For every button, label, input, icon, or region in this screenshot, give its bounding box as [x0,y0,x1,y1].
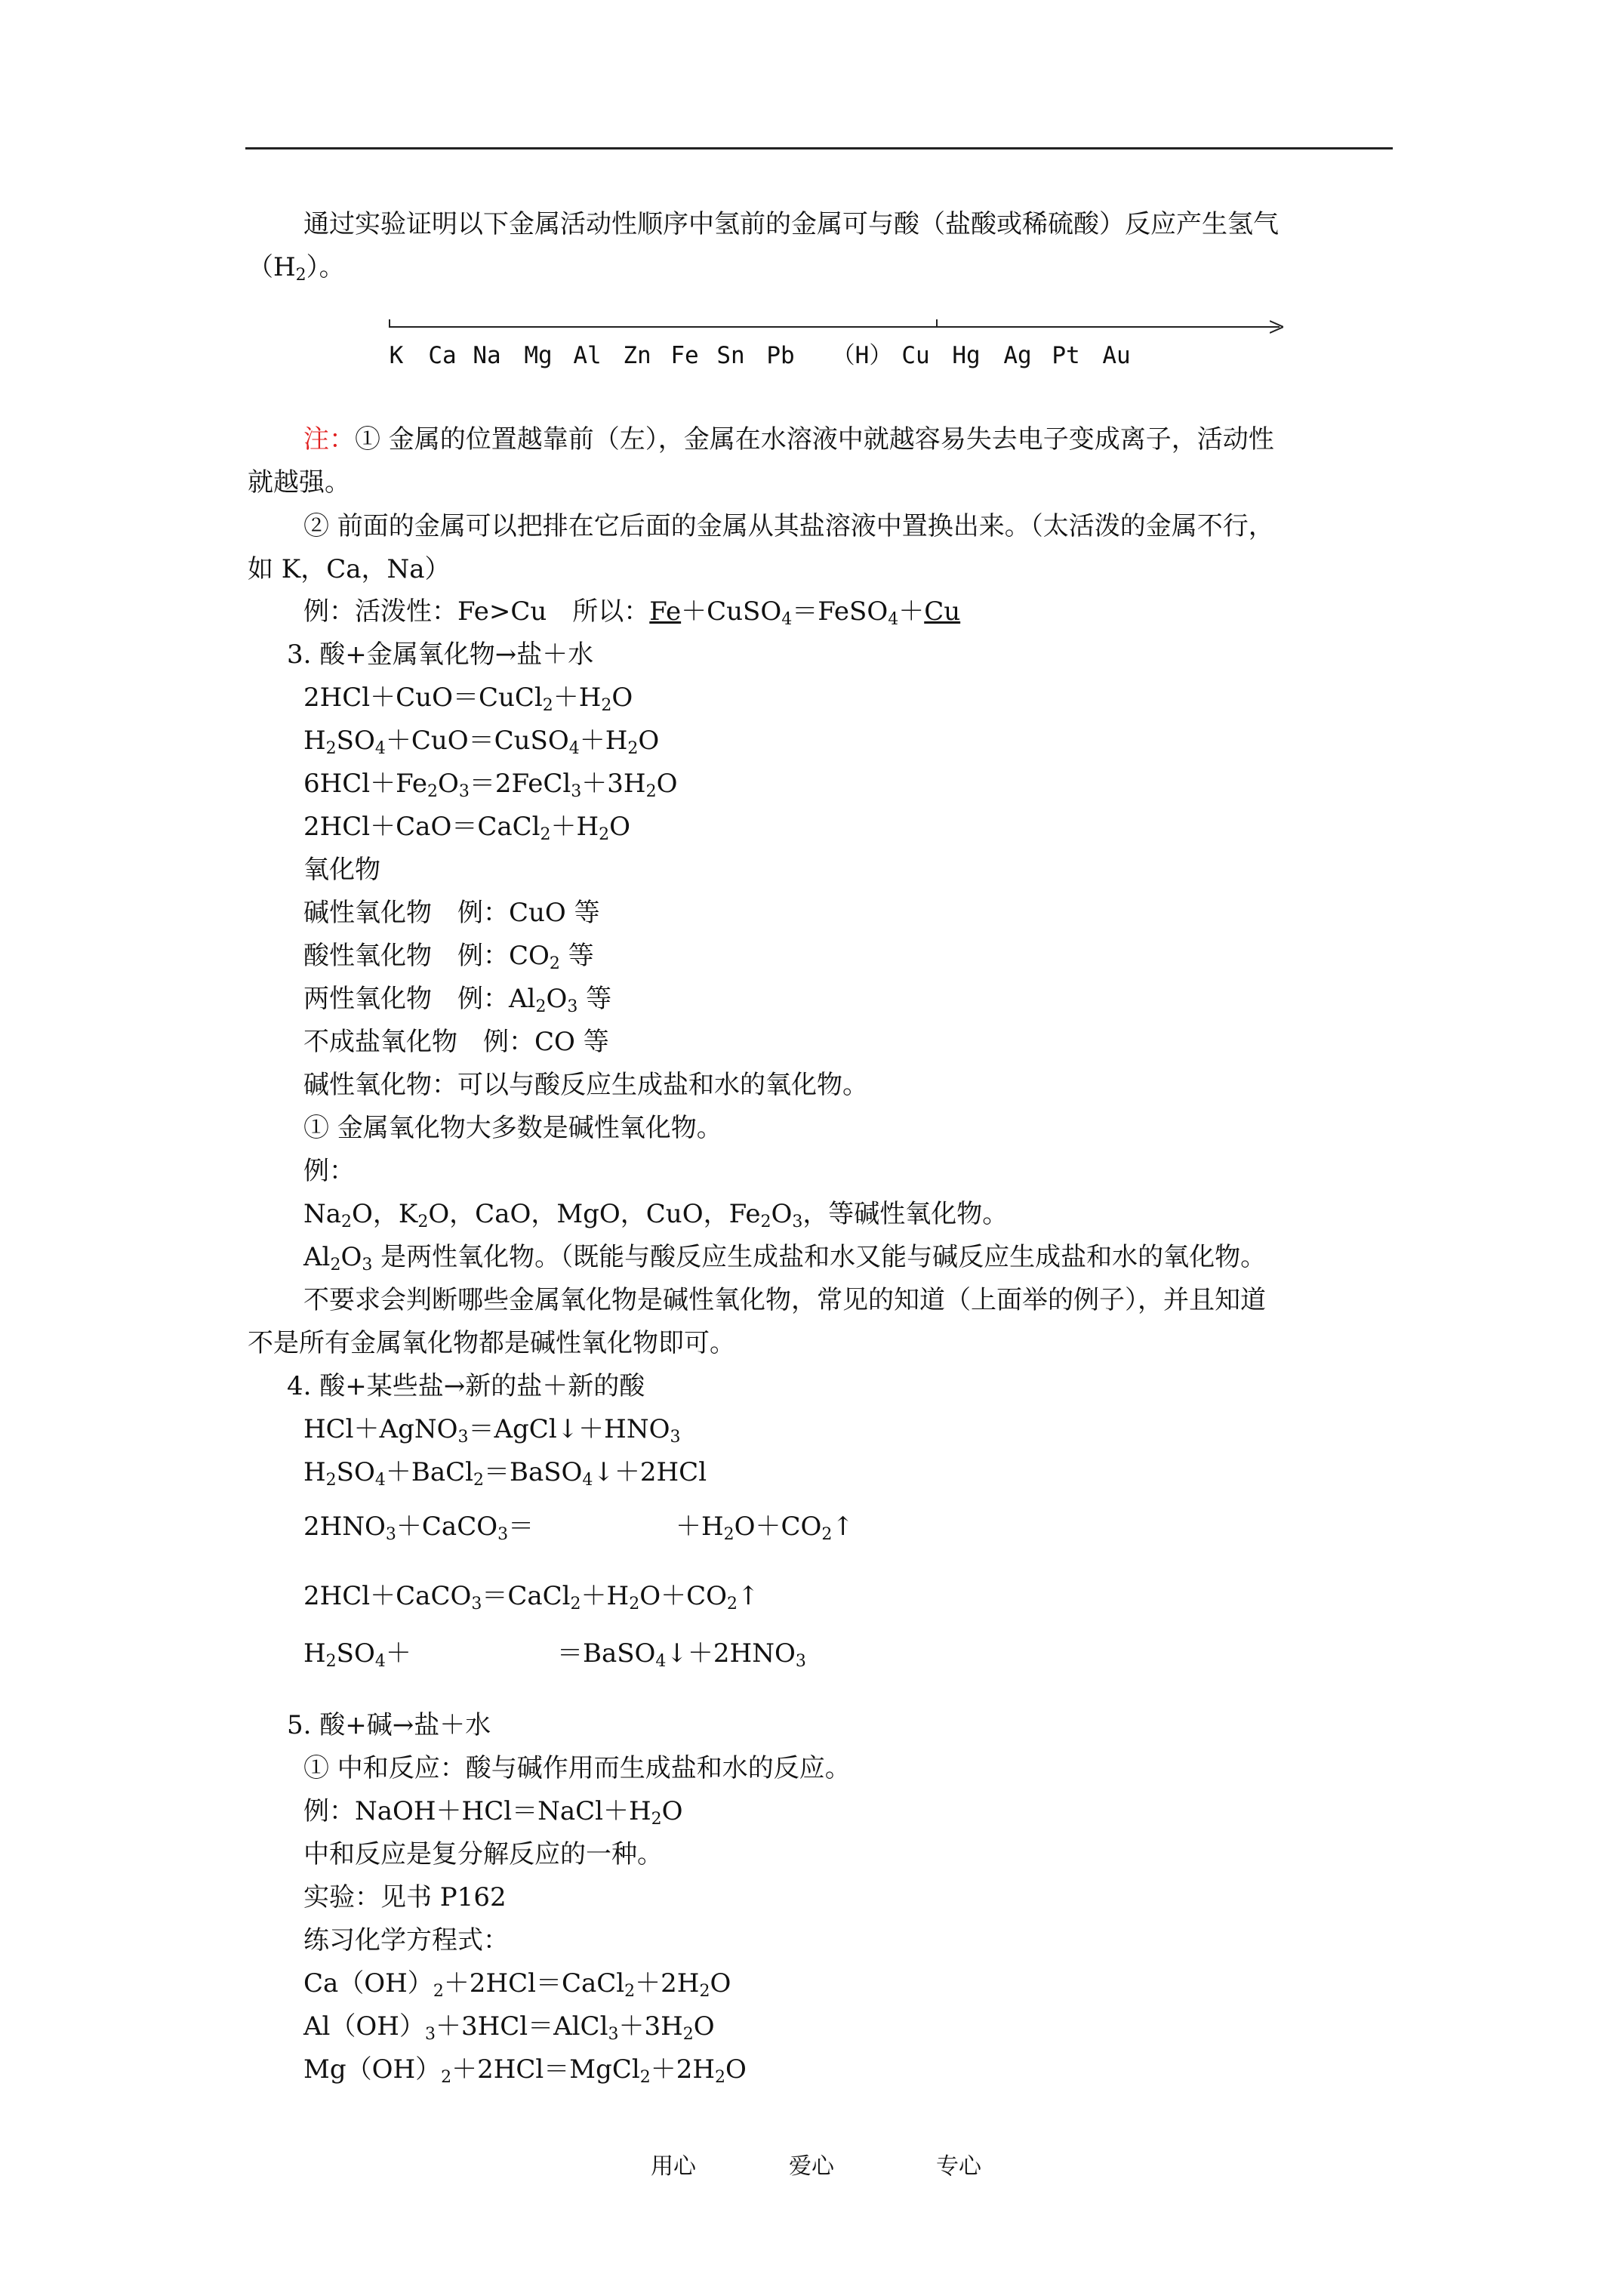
formula-text: O＋CO [639,1581,727,1611]
formula-text: O，K [352,1199,418,1229]
footer-text-3: 专心 [936,2153,981,2180]
subscript: 3 [670,1428,681,1447]
section3-remark-2: 不是所有金属氧化物都是碱性氧化物即可。 [248,1328,735,1358]
section3-example-label: 例： [303,1156,355,1186]
subscript: 2 [535,997,547,1016]
series-element-label: Na [473,342,501,369]
intro-line-2: $(H_2)$。 [248,252,345,285]
basic-oxide-definition: 碱性氧化物：可以与酸反应生成盐和水的氧化物。 [303,1070,868,1100]
formula-text: O [611,683,633,713]
oxide-title: 氧化物 [303,855,380,885]
formula-text: 两性氧化物 例：Al [303,984,536,1014]
formula-text: O，CaO，MgO，CuO，Fe [428,1199,761,1229]
series-element-label: Ag [1003,342,1032,369]
formula-text: 2HCl＋CaO＝CaCl [303,812,540,842]
formula-text: ＋3HCl＝AlCl [435,2011,608,2042]
subscript: 2 [601,696,612,715]
series-element-label: Au [1102,342,1131,369]
section4-eq-1 [303,1413,680,1446]
section4-eq-4 [303,1579,759,1613]
section5-eq-2 [303,2010,715,2043]
subscript: 2 [441,2068,452,2087]
section5-note: 中和反应是复分解反应的一种。 [303,1839,663,1869]
formula-text: ＋3H [618,2011,683,2042]
subscript: 2 [325,1652,337,1671]
formula-text: 6HCl＋Fe [303,769,428,799]
formula-text: ＋CaCO [396,1512,498,1542]
subscript: 2 [549,954,560,973]
section4-heading: 4. 酸+某些盐→新的盐＋新的酸 [287,1371,645,1401]
formula-text: O [693,2011,715,2042]
formula-text: 2HCl＋CaCO [303,1581,472,1611]
formula-text: ＋H [579,726,628,756]
subscript: 2 [570,1595,581,1613]
formula-text: ＝BaSO [483,1457,583,1487]
subscript: 2 [699,1982,710,2001]
formula-text: 2HCl＋CuO＝CuCl [303,683,543,713]
formula-text: SO [336,1638,375,1669]
subscript: 4 [655,1652,667,1671]
subscript: 2 [417,1213,429,1231]
formula-text: 2HNO [303,1512,386,1542]
formula-text: ↓＋2HCl [593,1457,707,1487]
subscript: 2 [427,782,439,801]
formula-text: O [340,1242,362,1272]
formula-text: ＋H [553,683,602,713]
oxide-neutral: 不成盐氧化物 例：CO 等 [303,1027,609,1057]
formula-text: ＝BaSO [557,1638,656,1669]
axis-line [389,326,1280,328]
series-element-label: Hg [952,342,981,369]
subscript: 2 [629,1595,640,1613]
series-element-label: Pb [766,342,795,369]
subscript: 3 [458,782,470,801]
series-element-label: Sn [716,342,745,369]
section3-eq-4 [303,810,630,843]
axis-tick-start [389,319,390,327]
formula-text: ＋H [550,812,599,842]
subscript: 2 [821,1525,833,1544]
formula-text: O [771,1199,793,1229]
subscript: 3 [471,1595,482,1613]
note-point-1-cont: 就越强。 [248,467,350,498]
subscript: 4 [374,1652,386,1671]
oxide-basic: 碱性氧化物 例：CuO 等 [303,898,600,928]
subscript: 2 [325,739,337,758]
formula-text: ，等碱性氧化物。 [802,1199,1009,1229]
subscript: 3 [424,2025,436,2044]
formula-text: ＝AgCl↓＋HNO [468,1414,670,1444]
section3-al2o3 [303,1240,1266,1274]
formula-text: SO [336,1457,375,1487]
section5-eq-1 [303,1967,731,2000]
formula-text: ＋BaCl [385,1457,473,1487]
subscript: 3 [567,997,578,1016]
series-element-label: （H） [831,342,893,369]
formula-text: ＋ [385,1638,411,1669]
formula-text: H [303,726,326,756]
header-rule [245,147,1393,149]
series-element-label: Zn [623,342,651,369]
formula-text: O [661,1796,683,1826]
subscript: 2 [639,2068,651,2087]
series-element-label: Cu [901,342,930,369]
series-element-label: Pt [1052,342,1080,369]
intro-line-1: 通过实验证明以下金属活动性顺序中氢前的金属可与酸（盐酸或稀硫酸）反应产生氢气 [303,209,1279,239]
subscript: 2 [760,1213,771,1231]
note-point-1: 注：① 金属的位置越靠前（左），金属在水溶液中就越容易失去电子变成离子，活动性 [303,424,1274,455]
formula-text: Mg（OH） [303,2054,442,2085]
subscript: 2 [433,1982,444,2001]
subscript: 2 [651,1810,662,1829]
subscript: 2 [682,2025,694,2044]
formula-text: Ca（OH） [303,1968,433,1999]
section4-eq-3-right [676,1510,854,1543]
formula-text: O [609,812,631,842]
section4-eq-5-right [557,1637,806,1670]
subscript: 2 [330,1256,341,1274]
subscript: 3 [792,1213,803,1231]
formula-text: ＋2H [650,2054,716,2085]
formula-text: O [710,1968,731,1999]
formula-text: O [725,2054,747,2085]
section3-remark-1: 不要求会判断哪些金属氧化物是碱性氧化物，常见的知道（上面举的例子），并且知道 [303,1285,1266,1315]
formula-text: ＋H [676,1512,724,1542]
formula-text: ↑ [832,1512,854,1542]
note-example: 例：活泼性：Fe>Cu 所以：Fe＋CuSO$_4$＝FeSO$_4$＋Cu [303,596,961,629]
subscript: 2 [715,2068,726,2087]
note-point-2: ② 前面的金属可以把排在它后面的金属从其盐溶液中置换出来。（太活泼的金属不行， [303,511,1274,541]
section3-eq-2 [303,724,659,757]
oxide-amphoteric [303,982,611,1015]
subscript: 2 [341,1213,353,1231]
subscript: 3 [497,1525,509,1544]
subscript: 3 [795,1652,806,1671]
section5-practice: 练习化学方程式： [303,1925,509,1955]
note-label: 注： [303,424,355,455]
formula-text: ＋2HCl＝MgCl [451,2054,640,2085]
subscript: 4 [568,739,580,758]
formula-text: 等 [559,941,594,971]
note-point-2-cont: 如 K，Ca，Na） [248,554,451,584]
formula-text: Al（OH） [303,2011,425,2042]
subscript: 2 [540,825,551,844]
subscript: 3 [385,1525,396,1544]
oxide-acidic [303,939,594,972]
formula-text: ＋CuO＝CuSO [385,726,569,756]
formula-text: HCl＋AgNO [303,1414,458,1444]
subscript: 2 [726,1595,738,1613]
section3-eq-3 [303,767,677,800]
formula-text: O [438,769,459,799]
section5-eq-3 [303,2053,747,2086]
formula-text: ＋H [581,1581,630,1611]
section5-experiment: 实验：见书 P162 [303,1882,507,1912]
subscript: 2 [723,1525,735,1544]
subscript: 4 [374,739,386,758]
formula-text: ↓＋2HNO [666,1638,796,1669]
section4-eq-3-left [303,1510,534,1543]
subscript: 3 [362,1256,373,1274]
section3-point-1: ① 金属氧化物大多数是碱性氧化物。 [303,1113,722,1143]
footer-text-2: 爱心 [789,2153,834,2180]
axis-tick-hydrogen [936,319,938,327]
subscript: 2 [542,696,553,715]
subscript: 4 [374,1471,386,1490]
formula-text: 酸性氧化物 例：CO [303,941,550,971]
formula-text: O＋CO [734,1512,822,1542]
formula-text: SO [336,726,375,756]
section3-example-list [303,1197,1008,1231]
subscript: 2 [627,739,639,758]
subscript: 3 [608,2025,619,2044]
subscript: 2 [624,1982,636,2001]
subscript: 2 [473,1471,484,1490]
section3-eq-1 [303,681,633,714]
series-element-label: Al [573,342,602,369]
subscript: 2 [599,825,610,844]
formula-text: 是两性氧化物。（既能与酸反应生成盐和水又能与碱反应生成盐和水的氧化物。 [372,1242,1267,1272]
series-element-label: Ca [428,342,457,369]
formula-text: 例：NaOH＋HCl＝NaCl＋H [303,1796,651,1826]
formula-text: ＋3H [581,769,646,799]
series-element-label: K [389,342,404,369]
series-element-label: Fe [670,342,699,369]
formula-text: ↑ [737,1581,759,1611]
formula-text: ＝2FeCl [469,769,571,799]
formula-text: ＝ [508,1512,534,1542]
subscript: 3 [457,1428,469,1447]
section5-example [303,1795,683,1828]
footer-text-1: 用心 [651,2153,696,2180]
formula-text: Al [303,1242,331,1272]
formula-text: H [303,1638,326,1669]
section5-point-1: ① 中和反应：酸与碱作用而生成盐和水的反应。 [303,1753,851,1783]
section4-eq-5-left [303,1637,411,1670]
activity-series-axis [359,313,1295,374]
axis-arrowhead [1270,320,1283,334]
formula-text: O [656,769,678,799]
section5-heading: 5. 酸+碱→盐＋水 [287,1710,491,1740]
formula-text: 等 [577,984,612,1014]
formula-text: ＝CaCl [482,1581,571,1611]
formula-text: Na [303,1199,342,1229]
subscript: 3 [571,782,582,801]
series-element-label: Mg [524,342,553,369]
formula-text: ＋2HCl＝CaCl [443,1968,625,1999]
formula-text: O [546,984,568,1014]
formula-text: O [638,726,660,756]
section3-heading: 3. 酸+金属氧化物→盐＋水 [287,639,594,670]
subscript: 2 [325,1471,337,1490]
formula-text: H [303,1457,326,1487]
formula-text: ＋2H [635,1968,700,1999]
subscript: 4 [582,1471,593,1490]
page-footer [0,2150,1623,2184]
subscript: 2 [645,782,657,801]
section4-eq-2 [303,1456,707,1489]
